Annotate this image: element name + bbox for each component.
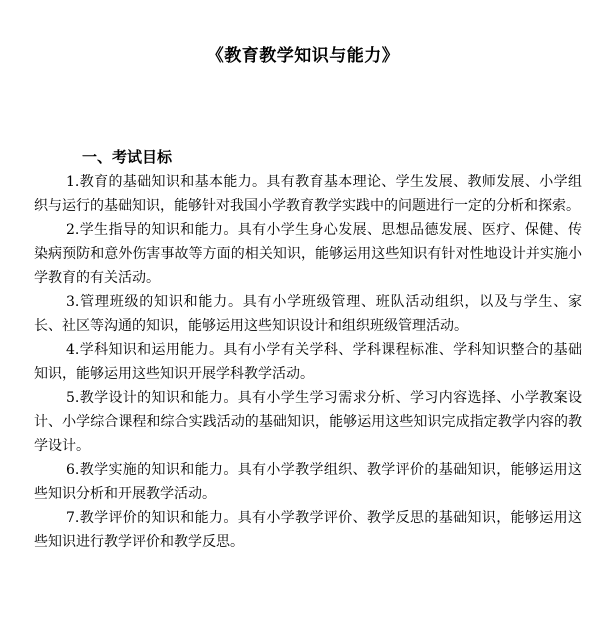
objective-paragraph-5: 5.教学设计的知识和能力。具有小学生学习需求分析、学习内容选择、小学教案设计、小学综合课程和综合实践活动的基础知识，能够运用这些知识完成指定教学内容的教学设计。 — [34, 390, 582, 454]
objective-paragraph-2: 2.学生指导的知识和能力。具有小学生身心发展、思想品德发展、医疗、保健、传染病预防和意外伤害事故等方面的相关知识，能够运用这些知识有针对性地设计并实施小学教育的有关活动。 — [34, 222, 582, 286]
section-heading: 一、考试目标 — [82, 148, 173, 166]
objective-paragraph-6: 6.教学实施的知识和能力。具有小学教学组织、教学评价的基础知识，能够运用这些知识分析和开展教学活动。 — [34, 462, 582, 502]
objective-paragraph-4: 4.学科知识和运用能力。具有小学有关学科、学科课程标准、学科知识整合的基础知识，能够运用这些知识开展学科教学活动。 — [34, 342, 582, 382]
objective-paragraph-3: 3.管理班级的知识和能力。具有小学班级管理、班队活动组织，以及与学生、家长、社区等沟通的知识，能够运用这些知识设计和组织班级管理活动。 — [34, 294, 582, 334]
document-title: 《教育教学知识与能力》 — [206, 46, 400, 66]
objectives-list — [34, 170, 582, 554]
objective-paragraph-1: 1.教育的基础知识和基本能力。具有教育基本理论、学生发展、教师发展、小学组织与运行的基础知识，能够针对我国小学教育教学实践中的问题进行一定的分析和探索。 — [34, 174, 582, 214]
objective-paragraph-7: 7.教学评价的知识和能力。具有小学教学评价、教学反思的基础知识，能够运用这些知识进行教学评价和教学反思。 — [34, 510, 582, 550]
